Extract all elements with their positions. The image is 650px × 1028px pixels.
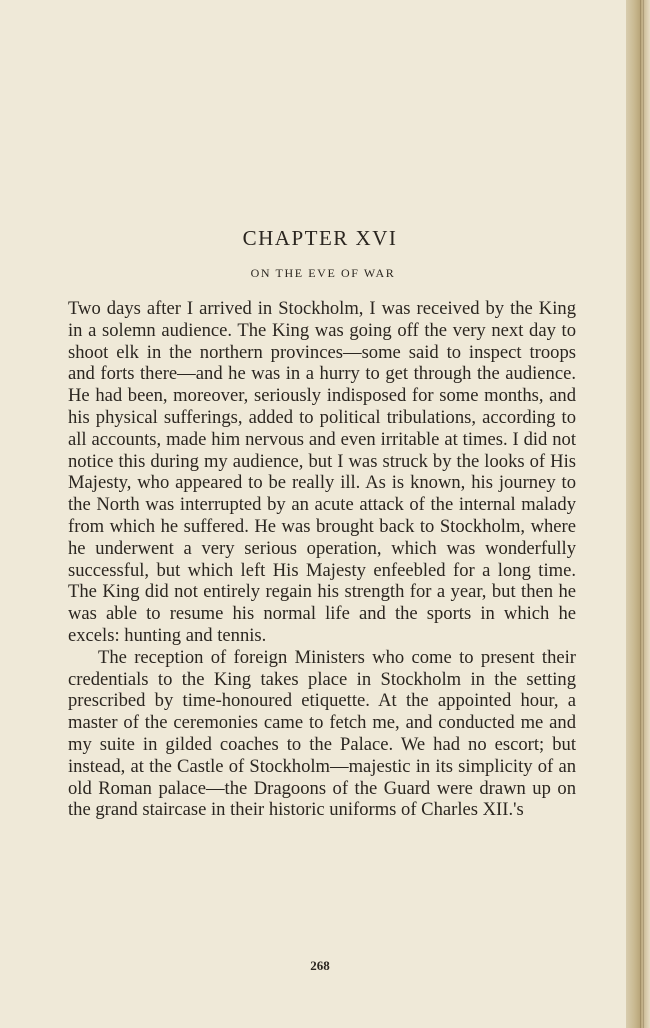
chapter-subtitle: ON THE EVE OF WAR: [250, 266, 396, 280]
chapter-title: CHAPTER XVI: [242, 226, 398, 250]
page-number: 268: [310, 958, 330, 973]
page-edge: [626, 0, 650, 1028]
paragraph-2: The reception of foreign Ministers who come to present their credentials to the King takes place in Stockholm in the setting prescribed by time-honoured etiquette. At the appointed hour, a master of the ceremonies came to fetch me, and conducted me and my suite in gilded coaches to the Palace. We had no escort; but instead, at the Castle of Stockholm—majestic in its simplicity of an old Roman palace—the Dragoons of the Guard were drawn up on the grand staircase in their historic uniforms of Charles XII.'s: [68, 646, 576, 821]
paragraph-1: Two days after I arrived in Stockholm, I was received by the King in a solemn audience. The King was going off the very next day to shoot elk in the northern provinces—some said to inspect troops and forts there—and he was in a hurry to get through the audience. He had been, moreover, seriously indisposed for some months, and his physical sufferings, added to political tribulations, according to all accounts, made him nervous and even irritable at times. I did not notice this during my audience, but I was struck by the looks of His Majesty, who appeared to be really ill. As is known, his journey to the North was interrupted by an acute attack of the internal malady from which he suffered. He was brought back to Stockholm, where he underwent a very serious operation, which was wonderfully successful, but which left His Majesty enfeebled for a long time. The King did not entirely regain his strength for a year, but then he was able to resume his normal life and the sports in which he excels: hunting and tennis.: [68, 298, 576, 646]
body-text: [68, 298, 576, 821]
page-edge-lines: [640, 0, 646, 1028]
